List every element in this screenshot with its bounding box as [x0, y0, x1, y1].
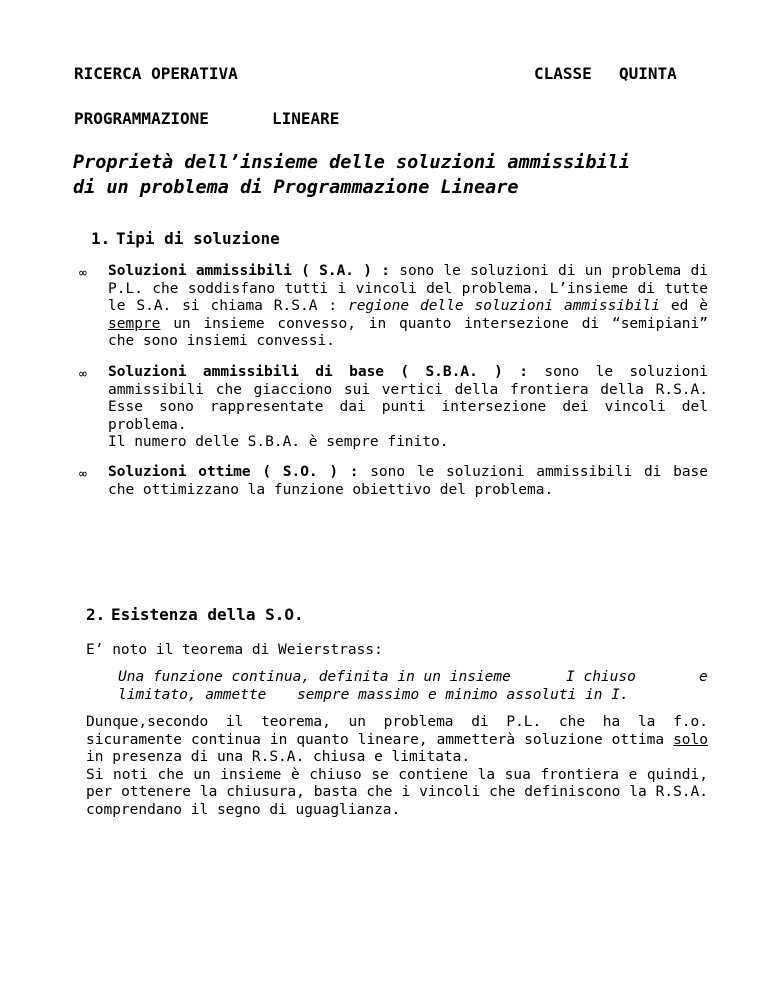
- topic-heading-1: PROGRAMMAZIONE: [74, 109, 209, 128]
- topic-heading-2: LINEARE: [272, 109, 340, 128]
- section-1-heading: Tipi di soluzione: [116, 229, 280, 248]
- document-title-line-1: Proprietà dell’insieme delle soluzioni ammissibili: [73, 152, 630, 173]
- infinity-bullet-icon: ∞: [79, 367, 87, 382]
- class-value: QUINTA: [619, 64, 677, 83]
- theorem-line-2b: sempre massimo e minimo assoluti in I.: [297, 687, 629, 703]
- theorem-line-1c: e: [699, 669, 708, 685]
- infinity-bullet-icon: ∞: [79, 266, 87, 281]
- section-2-number: 2.: [86, 605, 106, 624]
- list-item-soluzioni-di-base: Soluzioni ammissibili di base ( S.B.A. ) : sono le soluzioni ammissibili che giacciono sui vertici della frontiera della R.S.A. Esse sono rappresentate dai punti intersezione dei vincoli del problema. Il numero delle S.B.A. è sempre finito.: [108, 364, 708, 450]
- section-2-heading: Esistenza della S.O.: [111, 605, 304, 624]
- section-1-number: 1.: [91, 229, 111, 248]
- subject-heading: RICERCA OPERATIVA: [74, 64, 238, 83]
- list-item-soluzioni-ottime: Soluzioni ottime ( S.O. ) : sono le soluzioni ammissibili di base che ottimizzano la funzione obiettivo del problema.: [108, 464, 709, 498]
- term-label: Soluzioni ottime ( S.O. ) :: [108, 464, 359, 480]
- conclusion-paragraph: Dunque,secondo il teorema, un problema di P.L. che ha la f.o. sicuramente continua in quanto lineare, ammetterà soluzione ottima solo in presenza di una R.S.A. chiusa e limitata. Si noti che un insieme è chiuso se contiene la sua frontiera e quindi, per ottenere la chiusura, basta che i vincoli che definiscono la R.S.A. comprendano il segno di uguaglianza.: [86, 714, 708, 818]
- document-title-line-2: di un problema di Programmazione Lineare: [73, 177, 519, 198]
- class-label: CLASSE: [534, 64, 592, 83]
- list-item-soluzioni-ammissibili: Soluzioni ammissibili ( S.A. ) : sono le soluzioni di un problema di P.L. che soddisfano tutti i vincoli del problema. L’insieme di tutte le S.A. si chiama R.S.A : regione delle soluzioni ammissibili ed è sempre un insieme convesso, in quanto intersezione di “semipiani” che sono insiemi convessi.: [108, 263, 708, 349]
- infinity-bullet-icon: ∞: [79, 467, 87, 482]
- term-label: Soluzioni ammissibili ( S.A. ) :: [108, 263, 391, 279]
- term-label: Soluzioni ammissibili di base ( S.B.A. ) :: [108, 364, 528, 380]
- theorem-line-1a: Una funzione continua, definita in un insieme: [118, 669, 511, 685]
- theorem-intro: E’ noto il teorema di Weierstrass:: [86, 642, 383, 658]
- theorem-line-1b: I chiuso: [566, 669, 636, 685]
- theorem-line-2a: limitato, ammette: [118, 687, 267, 703]
